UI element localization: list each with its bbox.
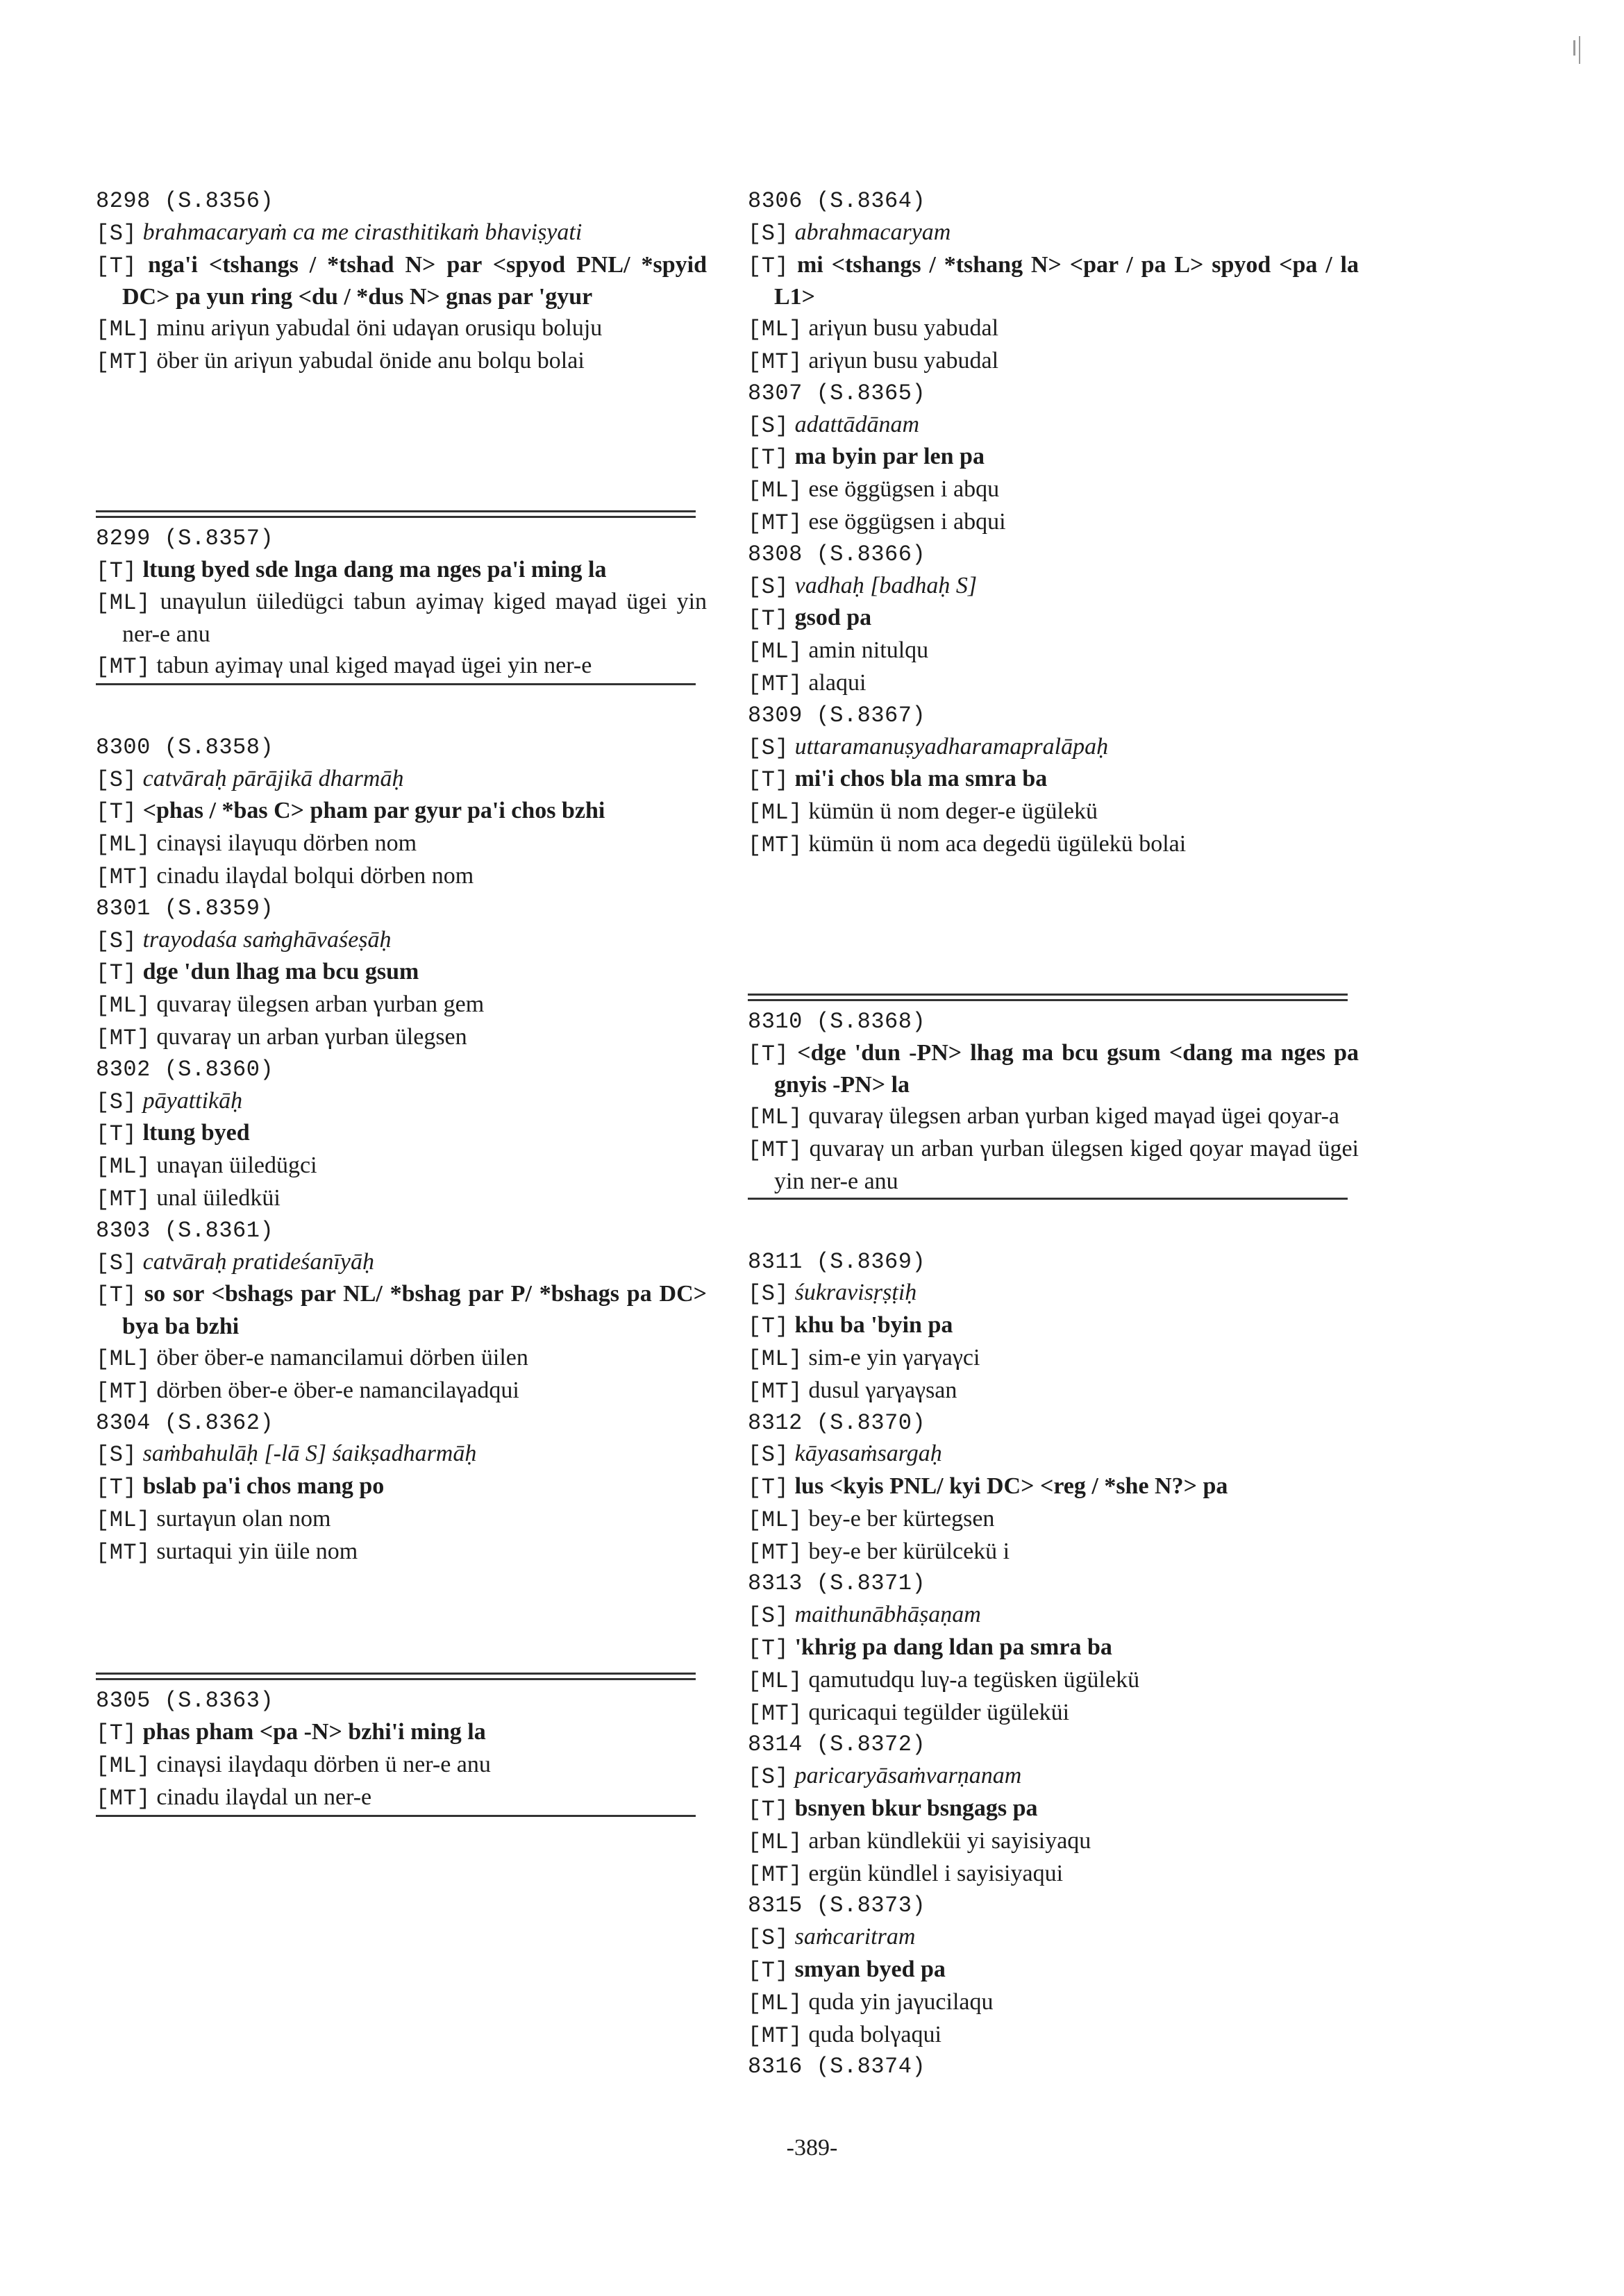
dictionary-entry xyxy=(96,732,707,894)
entry-field-ml xyxy=(748,796,1359,829)
entry-field-t xyxy=(96,1118,707,1150)
field-text: dusul γarγaγsan xyxy=(808,1377,957,1403)
field-tag: [ML] xyxy=(96,1753,151,1779)
field-tag: [S] xyxy=(748,1442,789,1468)
entry-number: 8315 (S.8373) xyxy=(748,1893,926,1919)
field-tag: [ML] xyxy=(96,590,151,617)
entry-field-s xyxy=(96,925,707,957)
entry-number: 8300 (S.8358) xyxy=(96,734,274,760)
entry-field-mt xyxy=(748,1698,1359,1730)
entry-field-t xyxy=(748,1632,1359,1665)
entry-field-t xyxy=(96,555,707,587)
field-text: surtaγun olan nom xyxy=(156,1505,331,1532)
entry-number: 8312 (S.8370) xyxy=(748,1409,926,1436)
field-tag: [ML] xyxy=(96,832,151,858)
field-text: so sor <bshags par NL/ *bshag par P/ *bshags pa DC> bya ba bzhi xyxy=(122,1281,707,1340)
field-text: unaγulun üiledügci tabun ayimaγ kiged maγad ügei yin ner-e anu xyxy=(122,589,708,648)
entry-number: 8303 (S.8361) xyxy=(96,1217,274,1243)
field-text: śukravisṛṣṭiḥ xyxy=(794,1280,917,1306)
field-text: amin nitulqu xyxy=(808,637,929,664)
field-text: paricaryāsaṁvarṇanam xyxy=(794,1763,1022,1789)
entry-field-s xyxy=(748,732,1359,764)
entry-field-ml xyxy=(748,1343,1359,1375)
field-text: adattādānam xyxy=(794,411,920,437)
field-tag: [S] xyxy=(96,1089,137,1115)
field-text: nga'i <tshangs / *tshad N> par <spyod PNL/ *spyid DC> pa yun ring <du / *dus N> gnas par 'gyur xyxy=(122,251,708,310)
entry-field-ml xyxy=(96,1150,707,1183)
entry-field-ml xyxy=(748,1987,1359,2020)
entry-field-s xyxy=(748,217,1359,250)
field-tag: [T] xyxy=(96,960,137,987)
entry-field-s xyxy=(96,764,707,796)
field-text: khu ba 'byin pa xyxy=(794,1312,953,1339)
field-text: ariγun busu yabudal xyxy=(808,347,999,374)
field-text: arban kündleküi yi sayisiyaqu xyxy=(808,1827,1091,1854)
scan-speck xyxy=(1573,40,1575,56)
field-text: quricaqui tegülder ügüleküi xyxy=(808,1699,1070,1725)
entry-number: 8309 (S.8367) xyxy=(748,702,926,728)
field-tag: [MT] xyxy=(748,1861,803,1888)
dictionary-entry xyxy=(748,539,1359,701)
left-column xyxy=(96,186,707,1817)
field-text: ergün kündlel i sayisiyaqui xyxy=(808,1860,1064,1886)
entry-field-s xyxy=(748,410,1359,442)
entry-field-ml xyxy=(96,1750,707,1782)
entry-field-s xyxy=(96,1247,707,1280)
field-tag: [S] xyxy=(96,1250,137,1276)
field-text: saṁcaritram xyxy=(794,1924,916,1950)
double-divider xyxy=(96,1673,696,1680)
field-text: alaqui xyxy=(808,669,867,696)
entry-number: 8308 (S.8366) xyxy=(748,541,926,567)
entry-field-s xyxy=(748,1439,1359,1471)
field-text: gsod pa xyxy=(794,605,872,631)
entry-field-t xyxy=(96,1717,707,1750)
entry-field-t xyxy=(748,764,1359,796)
field-tag: [S] xyxy=(96,1442,137,1468)
field-tag: [S] xyxy=(748,1764,789,1791)
entry-field-mt xyxy=(748,1536,1359,1569)
dictionary-entry xyxy=(96,523,707,683)
field-tag: [ML] xyxy=(748,317,803,343)
field-text: unal üiledküi xyxy=(156,1184,281,1211)
field-text: öber öber-e namancilamui dörben üilen xyxy=(156,1344,528,1371)
dictionary-entry xyxy=(96,894,707,1055)
entry-field-t xyxy=(96,796,707,828)
entry-field-ml xyxy=(748,1101,1359,1134)
dictionary-entry xyxy=(748,1568,1359,1729)
field-text: vadhaḥ [badhaḥ S] xyxy=(794,572,978,598)
field-tag: [MT] xyxy=(748,349,803,375)
entry-field-mt xyxy=(748,507,1359,539)
column-gap xyxy=(748,1200,1359,1247)
field-text: quda bolγaqui xyxy=(808,2021,941,2047)
field-text: dörben öber-e öber-e namancilaγadqui xyxy=(156,1377,519,1403)
entry-field-ml xyxy=(748,1826,1359,1859)
field-tag: [S] xyxy=(748,1603,789,1629)
field-tag: [T] xyxy=(748,606,789,632)
dictionary-entry xyxy=(748,1729,1359,1891)
entry-number: 8307 (S.8365) xyxy=(748,380,926,406)
field-text: bey-e ber kürülcekü i xyxy=(808,1538,1010,1564)
field-tag: [T] xyxy=(96,558,137,584)
dictionary-entry xyxy=(96,1216,707,1408)
field-tag: [T] xyxy=(96,1121,137,1148)
field-text: abrahmacaryam xyxy=(794,219,951,245)
field-text: kāyasaṁsargaḥ xyxy=(794,1441,942,1467)
field-tag: [MT] xyxy=(748,1700,803,1727)
field-tag: [S] xyxy=(96,220,137,246)
entry-field-mt xyxy=(96,1782,707,1815)
field-text: maithunābhāṣaṇam xyxy=(794,1602,981,1628)
field-text: quvaraγ un arban γurban ülegsen kiged qoyar maγad ügei yin ner-e anu xyxy=(774,1135,1359,1194)
field-text: mi <tshangs / *tshang N> <par / pa L> spyod <pa / la L1> xyxy=(774,251,1359,310)
field-text: kümün ü nom aca degedü ügülekü bolai xyxy=(808,830,1187,857)
scan-speck xyxy=(1579,36,1580,64)
field-tag: [MT] xyxy=(748,510,803,536)
field-tag: [ML] xyxy=(96,1154,151,1180)
field-text: qamutudqu luγ-a tegüsken ügülekü xyxy=(808,1666,1140,1693)
field-tag: [S] xyxy=(748,573,789,600)
field-text: quvaraγ ülegsen arban γurban kiged maγad ügei qoyar-a xyxy=(808,1103,1340,1130)
dictionary-entry xyxy=(96,1055,707,1216)
field-tag: [S] xyxy=(748,735,789,761)
field-tag: [T] xyxy=(748,1475,789,1501)
entry-field-mt xyxy=(96,1536,707,1569)
entry-number: 8305 (S.8363) xyxy=(96,1688,274,1714)
entry-number: 8301 (S.8359) xyxy=(96,895,274,921)
field-tag: [T] xyxy=(748,767,789,794)
field-text: unaγan üiledügci xyxy=(156,1153,317,1179)
field-text: minu ariγun yabudal öni udaγan orusiqu boluju xyxy=(156,315,603,342)
entry-field-ml xyxy=(748,1665,1359,1698)
column-gap xyxy=(96,378,707,510)
entry-field-t xyxy=(748,1954,1359,1987)
entry-field-s xyxy=(748,571,1359,603)
entry-field-mt xyxy=(748,1134,1359,1198)
field-text: ese öggügsen i abqu xyxy=(808,476,1000,503)
field-tag: [T] xyxy=(748,253,789,279)
field-text: quda yin jaγucilaqu xyxy=(808,1988,994,2015)
field-text: quvaraγ ülegsen arban γurban gem xyxy=(156,991,485,1018)
field-text: surtaqui yin üile nom xyxy=(156,1538,358,1564)
field-tag: [ML] xyxy=(748,800,803,826)
field-tag: [MT] xyxy=(748,1539,803,1566)
field-tag: [MT] xyxy=(96,349,151,375)
field-text: pāyattikāḥ xyxy=(142,1087,243,1114)
entry-field-ml xyxy=(748,313,1359,346)
field-tag: [MT] xyxy=(748,2022,803,2049)
entry-field-t xyxy=(96,1471,707,1504)
entry-field-ml xyxy=(748,635,1359,668)
field-tag: [MT] xyxy=(748,832,803,858)
page-number: -389- xyxy=(786,2135,838,2161)
entry-field-t xyxy=(748,250,1359,314)
field-tag: [T] xyxy=(96,799,137,826)
entry-field-t xyxy=(748,1038,1359,1102)
entry-field-ml xyxy=(96,828,707,861)
column-gap xyxy=(96,685,707,732)
entry-field-ml xyxy=(96,1343,707,1375)
dictionary-entry xyxy=(748,378,1359,539)
field-tag: [T] xyxy=(748,1797,789,1823)
field-tag: [MT] xyxy=(96,1785,151,1811)
entry-number: 8313 (S.8371) xyxy=(748,1570,926,1597)
entry-field-t xyxy=(96,957,707,989)
entry-field-s xyxy=(748,1600,1359,1632)
entry-field-ml xyxy=(96,989,707,1022)
entry-field-ml xyxy=(96,1504,707,1536)
field-text: bslab pa'i chos mang po xyxy=(142,1473,385,1500)
field-text: phas pham <pa -N> bzhi'i ming la xyxy=(142,1719,486,1745)
entry-field-t xyxy=(96,250,707,314)
field-tag: [T] xyxy=(748,1958,789,1984)
field-tag: [S] xyxy=(96,928,137,954)
field-tag: [MT] xyxy=(96,1025,151,1051)
entry-field-mt xyxy=(96,346,707,378)
field-tag: [T] xyxy=(748,1636,789,1662)
field-text: catvāraḥ pārājikā dharmāḥ xyxy=(142,765,404,791)
entry-field-ml xyxy=(96,313,707,346)
field-text: cinaγsi ilaγuqu dörben nom xyxy=(156,830,417,857)
field-tag: [ML] xyxy=(748,1990,803,2016)
entry-field-mt xyxy=(96,861,707,894)
field-tag: [T] xyxy=(96,1720,137,1747)
field-tag: [MT] xyxy=(748,1137,803,1163)
entry-field-t xyxy=(748,442,1359,474)
field-tag: [T] xyxy=(96,1475,137,1501)
field-tag: [MT] xyxy=(748,1378,803,1405)
field-tag: [ML] xyxy=(748,1346,803,1372)
field-text: catvāraḥ pratideśanīyāḥ xyxy=(142,1248,374,1275)
dictionary-entry xyxy=(748,701,1359,862)
field-text: bsnyen bkur bsngags pa xyxy=(794,1795,1038,1822)
entry-field-s xyxy=(96,1439,707,1471)
entry-number: 8306 (S.8364) xyxy=(748,188,926,214)
field-text: ltung byed xyxy=(142,1120,250,1146)
field-tag: [S] xyxy=(96,766,137,793)
entry-field-mt xyxy=(96,651,707,683)
field-tag: [ML] xyxy=(96,1346,151,1372)
entry-field-t xyxy=(748,1793,1359,1826)
entry-number: 8302 (S.8360) xyxy=(96,1056,274,1082)
field-tag: [S] xyxy=(748,1925,789,1952)
field-tag: [T] xyxy=(748,1041,789,1067)
field-tag: [ML] xyxy=(748,1105,803,1131)
field-text: kümün ü nom deger-e ügülekü xyxy=(808,798,1098,825)
field-tag: [ML] xyxy=(748,478,803,504)
field-tag: [ML] xyxy=(96,317,151,343)
field-text: brahmacaryaṁ ca me cirasthitikaṁ bhaviṣyati xyxy=(142,219,583,245)
dictionary-entry xyxy=(748,2052,1359,2083)
field-text: ma byin par len pa xyxy=(794,444,985,470)
field-text: smyan byed pa xyxy=(794,1956,946,1983)
field-text: ariγun busu yabudal xyxy=(808,315,999,342)
entry-field-mt xyxy=(748,829,1359,862)
field-tag: [MT] xyxy=(748,671,803,697)
field-text: tabun ayimaγ unal kiged maγad ügei yin ner-e xyxy=(156,652,592,678)
field-text: quvaraγ un arban γurban ülegsen xyxy=(156,1023,467,1050)
entry-field-t xyxy=(748,1310,1359,1343)
entry-field-mt xyxy=(96,1375,707,1408)
field-text: ltung byed sde lnga dang ma nges pa'i ming la xyxy=(142,556,607,583)
field-tag: [T] xyxy=(96,253,137,279)
field-tag: [ML] xyxy=(748,1507,803,1533)
entry-field-mt xyxy=(96,1183,707,1216)
field-tag: [MT] xyxy=(96,653,151,680)
field-text: <phas / *bas C> pham par gyur pa'i chos bzhi xyxy=(142,798,605,824)
field-text: <dge 'dun -PN> lhag ma bcu gsum <dang ma nges pa gnyis -PN> la xyxy=(774,1039,1359,1098)
entry-number: 8310 (S.8368) xyxy=(748,1008,926,1034)
field-tag: [MT] xyxy=(96,864,151,890)
field-text: dge 'dun lhag ma bcu gsum xyxy=(142,959,419,985)
entry-field-ml xyxy=(96,587,707,651)
entry-field-s xyxy=(96,217,707,250)
column-gap xyxy=(748,862,1359,994)
field-text: ese öggügsen i abqui xyxy=(808,508,1006,535)
dictionary-entry xyxy=(96,186,707,378)
entry-field-mt xyxy=(96,1022,707,1055)
field-tag: [MT] xyxy=(96,1378,151,1405)
field-tag: [T] xyxy=(96,1282,137,1309)
entry-field-s xyxy=(748,1922,1359,1954)
field-tag: [S] xyxy=(748,1281,789,1307)
field-text: bey-e ber kürtegsen xyxy=(808,1505,995,1532)
field-tag: [MT] xyxy=(96,1186,151,1212)
field-tag: [S] xyxy=(748,220,789,246)
entry-field-mt xyxy=(748,1375,1359,1408)
double-divider xyxy=(96,510,696,518)
field-text: öber ün ariγun yabudal önide anu bolqu bolai xyxy=(156,347,585,374)
dictionary-entry xyxy=(748,1408,1359,1569)
entry-number: 8304 (S.8362) xyxy=(96,1409,274,1436)
entry-number: 8298 (S.8356) xyxy=(96,188,274,214)
entry-field-mt xyxy=(748,346,1359,378)
entry-number: 8316 (S.8374) xyxy=(748,2054,926,2080)
dictionary-entry xyxy=(96,1686,707,1814)
field-text: 'khrig pa dang ldan pa smra ba xyxy=(794,1634,1112,1661)
field-tag: [T] xyxy=(748,1314,789,1340)
double-divider xyxy=(748,994,1348,1001)
field-text: cinaγsi ilaγdaqu dörben ü ner-e anu xyxy=(156,1752,491,1778)
field-tag: [S] xyxy=(748,412,789,439)
entry-field-mt xyxy=(748,2020,1359,2052)
entry-field-t xyxy=(748,603,1359,635)
entry-field-s xyxy=(748,1761,1359,1793)
dictionary-entry xyxy=(96,1408,707,1569)
entry-field-mt xyxy=(748,1859,1359,1891)
entry-number: 8299 (S.8357) xyxy=(96,525,274,551)
field-text: saṁbahulāḥ [-lā S] śaikṣadharmāḥ xyxy=(142,1441,477,1467)
field-tag: [ML] xyxy=(96,1507,151,1533)
field-tag: [ML] xyxy=(748,639,803,665)
field-text: sim-e yin γarγaγci xyxy=(808,1344,980,1371)
entry-number: 8311 (S.8369) xyxy=(748,1248,926,1275)
field-text: uttaramanuṣyadharamapralāpaḥ xyxy=(794,733,1109,760)
entry-number: 8314 (S.8372) xyxy=(748,1732,926,1758)
dictionary-entry xyxy=(748,1007,1359,1198)
entry-field-t xyxy=(748,1471,1359,1504)
entry-field-t xyxy=(96,1279,707,1343)
field-tag: [ML] xyxy=(96,993,151,1019)
dictionary-entry xyxy=(748,186,1359,378)
field-tag: [ML] xyxy=(748,1829,803,1855)
entry-field-ml xyxy=(748,474,1359,507)
entry-field-s xyxy=(748,1277,1359,1310)
column-gap xyxy=(96,1568,707,1673)
entry-field-s xyxy=(96,1086,707,1118)
field-text: lus <kyis PNL/ kyi DC> <reg / *she N?> pa xyxy=(794,1473,1228,1500)
dictionary-entry xyxy=(748,1247,1359,1408)
field-tag: [MT] xyxy=(96,1539,151,1566)
field-text: cinadu ilaγdal bolqui dörben nom xyxy=(156,862,474,889)
field-tag: [ML] xyxy=(748,1668,803,1694)
dictionary-entry xyxy=(748,1891,1359,2052)
field-text: mi'i chos bla ma smra ba xyxy=(794,766,1048,792)
right-column xyxy=(748,186,1359,2083)
field-tag: [T] xyxy=(748,445,789,471)
entry-field-mt xyxy=(748,668,1359,701)
field-text: cinadu ilaγdal un ner-e xyxy=(156,1784,372,1810)
entry-field-ml xyxy=(748,1504,1359,1536)
field-text: trayodaśa saṁghāvaśeṣāḥ xyxy=(142,926,392,953)
single-divider xyxy=(96,1815,696,1817)
